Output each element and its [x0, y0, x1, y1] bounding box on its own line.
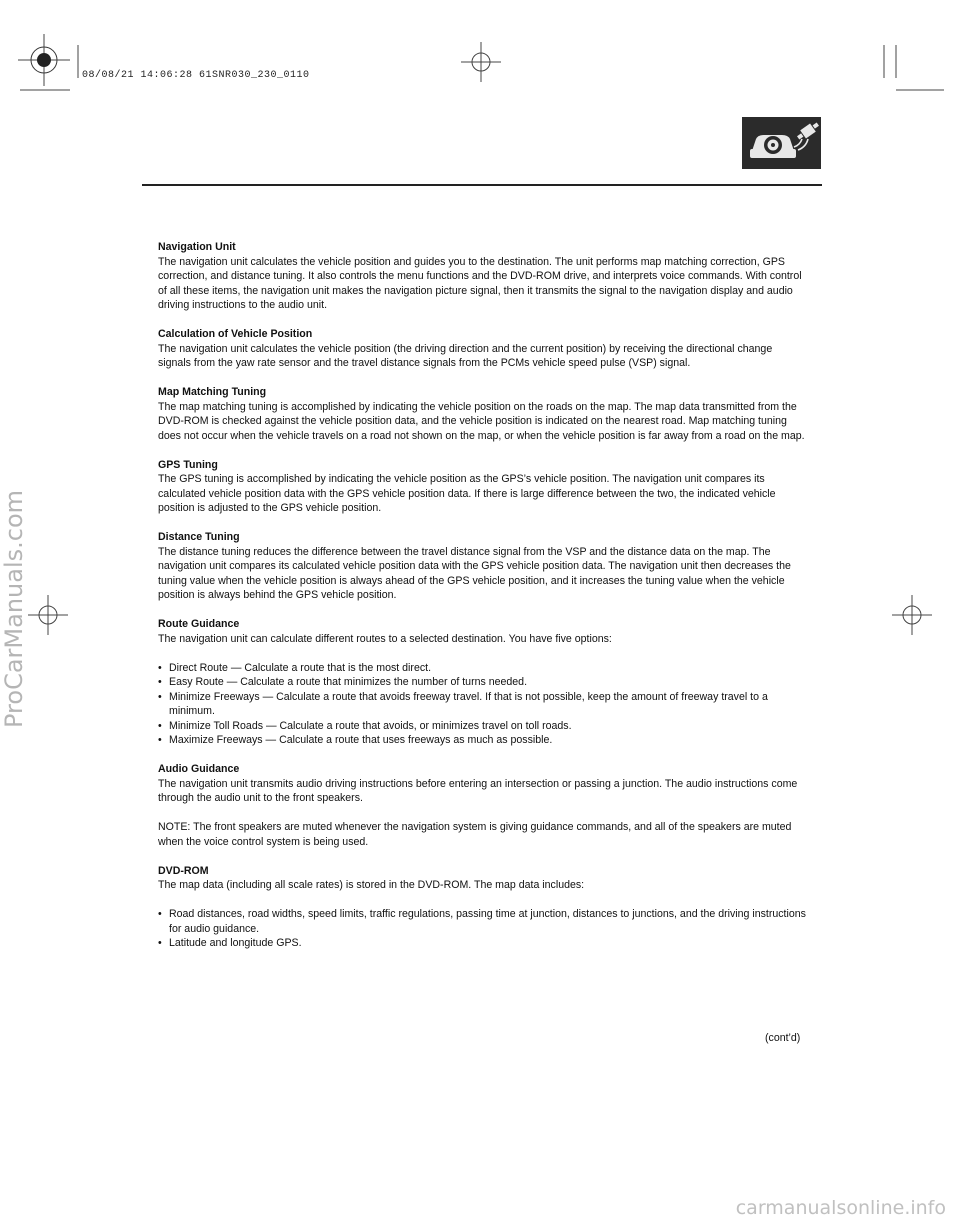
section-paragraph: The map data (including all scale rates) is stored in the DVD-ROM. The map data includes: — [158, 879, 585, 891]
section-heading: Navigation Unit — [158, 241, 236, 253]
list-item-text: Direct Route — Calculate a route that is the most direct. — [169, 661, 432, 674]
bullet-glyph: • — [158, 908, 162, 920]
list-item — [158, 907, 808, 936]
list-item — [158, 661, 808, 676]
list-item — [158, 936, 808, 951]
bottom-watermark: carmanualsonline.info — [735, 1197, 946, 1219]
list-item-text: Minimize Toll Roads — Calculate a route that avoids, or minimizes travel on toll roads. — [169, 719, 572, 732]
section-paragraph: NOTE: The front speakers are muted whenever the navigation system is giving guidance commands, and all of the speakers are muted when the voice control system is being used. — [158, 821, 792, 848]
bullet-glyph: • — [158, 690, 162, 703]
navigation-car-satellite-icon — [742, 117, 821, 169]
section-paragraph: The navigation unit can calculate different routes to a selected destination. You have five options: — [158, 632, 612, 645]
list-item-text: Easy Route — Calculate a route that minimizes the number of turns needed. — [169, 676, 528, 688]
bullet-glyph: • — [158, 661, 162, 674]
section-paragraph: The map matching tuning is accomplished by indicating the vehicle position on the roads on the map. The map data transmitted from the DVD-ROM is checked against the vehicle position data, and the vehicle position is indicated on the nearest road. Map matching tuning does not occur when the vehicle travels on a road not shown on the map, or when the vehicle position is far away from a road on the map. — [158, 400, 805, 442]
section-paragraph: The GPS tuning is accomplished by indicating the vehicle position as the GPS’s vehicle position. The navigation unit compares its calculated vehicle position data with the GPS vehicle position data. If there is large difference between the two, the indicated vehicle position is adjusted to the GPS vehicle position. — [158, 473, 776, 514]
continued-note: (cont’d) — [765, 1032, 801, 1044]
print-stamp: 08/08/21 14:06:28 61SNR030_230_0110 — [82, 70, 310, 81]
section-heading: Route Guidance — [158, 618, 240, 630]
list-item — [158, 733, 808, 748]
list-item-text: Latitude and longitude GPS. — [169, 937, 302, 949]
section-heading: Map Matching Tuning — [158, 386, 267, 398]
section-paragraph: The navigation unit calculates the vehicle position (the driving direction and the current position) by receiving the directional change signals from the yaw rate sensor and the travel distance signals from the PCMs vehicle speed pulse (VSP) signal. — [158, 342, 773, 369]
list-item — [158, 719, 808, 734]
list-item-text: Road distances, road widths, speed limits, traffic regulations, passing time at junction, distances to junctions, and the driving instructions for audio guidance. — [169, 908, 806, 935]
section-heading: GPS Tuning — [158, 458, 218, 471]
list-item — [158, 675, 808, 690]
bullet-list — [158, 907, 808, 951]
bullet-glyph: • — [158, 719, 162, 732]
section-heading: Calculation of Vehicle Position — [158, 328, 313, 340]
section-paragraph: The navigation unit transmits audio driving instructions before entering an intersection or passing a junction. The audio instructions come through the audio unit to the front speakers. — [158, 777, 798, 804]
header-rule — [142, 184, 822, 186]
list-item-text: Maximize Freeways — Calculate a route that uses freeways as much as possible. — [169, 734, 553, 746]
side-watermark: ProCarManuals.com — [0, 489, 28, 728]
bullet-glyph: • — [158, 676, 162, 688]
list-item — [158, 690, 808, 719]
bullet-glyph: • — [158, 937, 162, 949]
section-paragraph: The distance tuning reduces the difference between the travel distance signal from the VSP and the distance data on the map. The navigation unit compares its calculated vehicle position data with the GPS vehicle position data. The navigation unit then decreases the tuning value when the vehicle position is always ahead of the GPS vehicle position, and it increases the tuning value when the vehicle position is always behind the GPS vehicle position. — [158, 545, 791, 601]
list-item-text: Minimize Freeways — Calculate a route that avoids freeway travel. If that is not possible, keep the amount of freeway travel to a minimum. — [169, 690, 768, 717]
section-heading: DVD-ROM — [158, 864, 209, 877]
section-paragraph: The navigation unit calculates the vehicle position and guides you to the destination. The unit performs map matching correction, GPS correction, and distance tuning. It also controls the menu functions and the DVD-ROM drive, and interprets voice commands. With control of all these items, the navigation unit makes the navigation picture signal, then it transmits the signal to the navigation display and audio driving instructions to the audio unit. — [158, 255, 802, 311]
bullet-list — [158, 661, 808, 748]
section-heading: Audio Guidance — [158, 763, 240, 775]
section-heading: Distance Tuning — [158, 531, 240, 543]
document-body — [158, 240, 808, 951]
bullet-glyph: • — [158, 734, 162, 746]
